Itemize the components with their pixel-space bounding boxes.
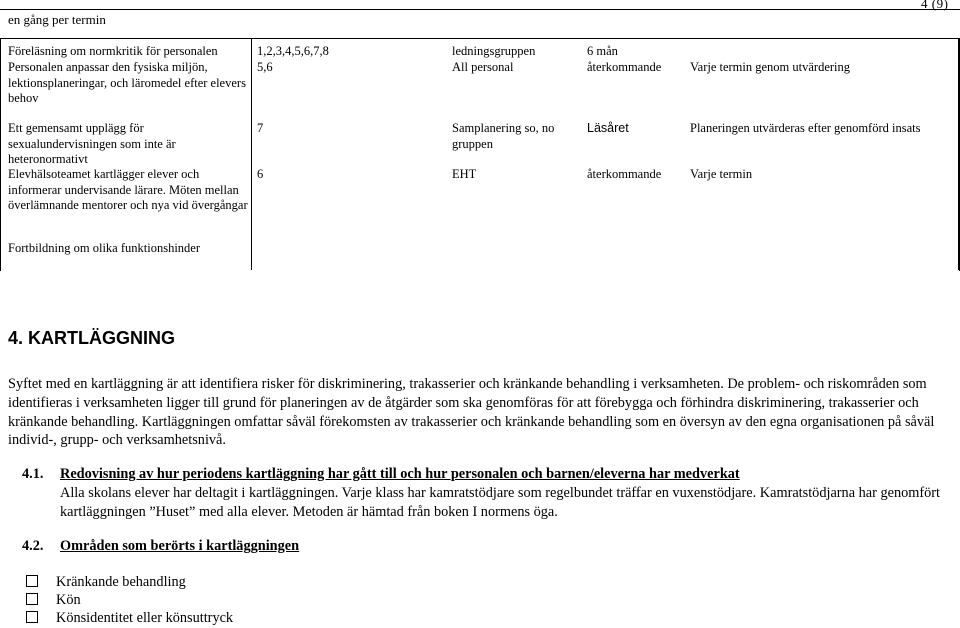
checkbox-row[interactable]	[26, 591, 81, 609]
checkbox-row[interactable]	[26, 573, 186, 591]
checkbox-row[interactable]	[26, 609, 233, 627]
top-rule	[0, 9, 960, 10]
subheading-title: Områden som berörts i kartläggningen	[60, 538, 300, 554]
when-cell: 6 mån	[587, 44, 618, 58]
subheading-number: 4.2.	[22, 538, 44, 554]
when-cell: Läsåret	[587, 121, 629, 135]
measure-cell: Personalen anpassar den fysiska miljön, lektionsplaneringar, och läromedel efter elevers behov	[8, 60, 246, 105]
checkbox[interactable]	[26, 593, 38, 605]
responsible-cell: Samplanering so, no gruppen	[452, 121, 555, 151]
goal-cell: 5,6	[257, 60, 273, 74]
column-divider	[958, 38, 959, 270]
subheading-4-1-text: Alla skolans elever har deltagit i kartläggningen. Varje klass har kamratstödjare som regelbundet träffar en vuxenstödjare. Kamratstödjarna har genomfört kartläggningen ”Huset” med alla elever. Metoden är hämtad från boken I normens öga.	[60, 485, 941, 520]
measure-cell: Fortbildning om olika funktionshinder	[8, 241, 201, 255]
evaluation-cell: Varje termin genom utvärdering	[690, 60, 851, 74]
responsible-cell: EHT	[452, 167, 477, 181]
goal-cell: 6	[257, 167, 264, 181]
responsible-cell: ledningsgruppen	[452, 44, 536, 58]
column-divider	[251, 38, 252, 270]
goal-cell: 7	[257, 121, 264, 135]
page-number: 4 (9)	[921, 0, 949, 11]
measure-cell: Föreläsning om normkritik för personalen	[8, 44, 218, 58]
checkbox[interactable]	[26, 575, 38, 587]
checkbox-label: Kön	[56, 592, 81, 608]
checkbox[interactable]	[26, 611, 38, 623]
evaluation-cell: Varje termin	[690, 167, 753, 181]
evaluation-cell: Planeringen utvärderas efter genomförd insats	[690, 121, 921, 135]
subheading-number: 4.1.	[22, 466, 44, 482]
table-header-cell: en gång per termin	[8, 12, 106, 27]
checkbox-label: Kränkande behandling	[56, 574, 186, 590]
when-cell: återkommande	[587, 60, 662, 74]
goal-cell: 1,2,3,4,5,6,7,8	[257, 44, 329, 58]
section-intro: Syftet med en kartläggning är att identifiera risker för diskriminering, trakasserier och kränkande behandling i verksamheten. De problem- och riskområden som identifieras i verksamheten ligger till grund för planeringen av de åtgärder som ska genomföras för att förebygga och förhindra diskriminering, trakasserier och kränkande behandling. Kartläggningen omfattar såväl förekomsten av trakasserier och kränkande behandling som en översyn av den egna organisationen på såväl individ-, grupp- och verksamhetsnivå.	[8, 376, 935, 449]
subheading-4-1	[22, 465, 740, 484]
measure-cell: Elevhälsoteamet kartlägger elever och informerar undervisande lärare. Möten mellan överlämnande mentorer och nya vid övergångar	[8, 167, 248, 212]
section-heading: 4. KARTLÄGGNING	[8, 328, 176, 348]
checkbox-label: Könsidentitet eller könsuttryck	[56, 610, 234, 626]
when-cell: återkommande	[587, 167, 662, 181]
subheading-title: Redovisning av hur periodens kartläggning har gått till och hur personalen och barnen/eleverna har medverkat	[60, 466, 740, 482]
subheading-4-2	[22, 537, 299, 556]
responsible-cell: All personal	[452, 60, 514, 74]
measure-cell: Ett gemensamt upplägg för sexualundervisningen som inte är heteronormativt	[8, 121, 176, 166]
